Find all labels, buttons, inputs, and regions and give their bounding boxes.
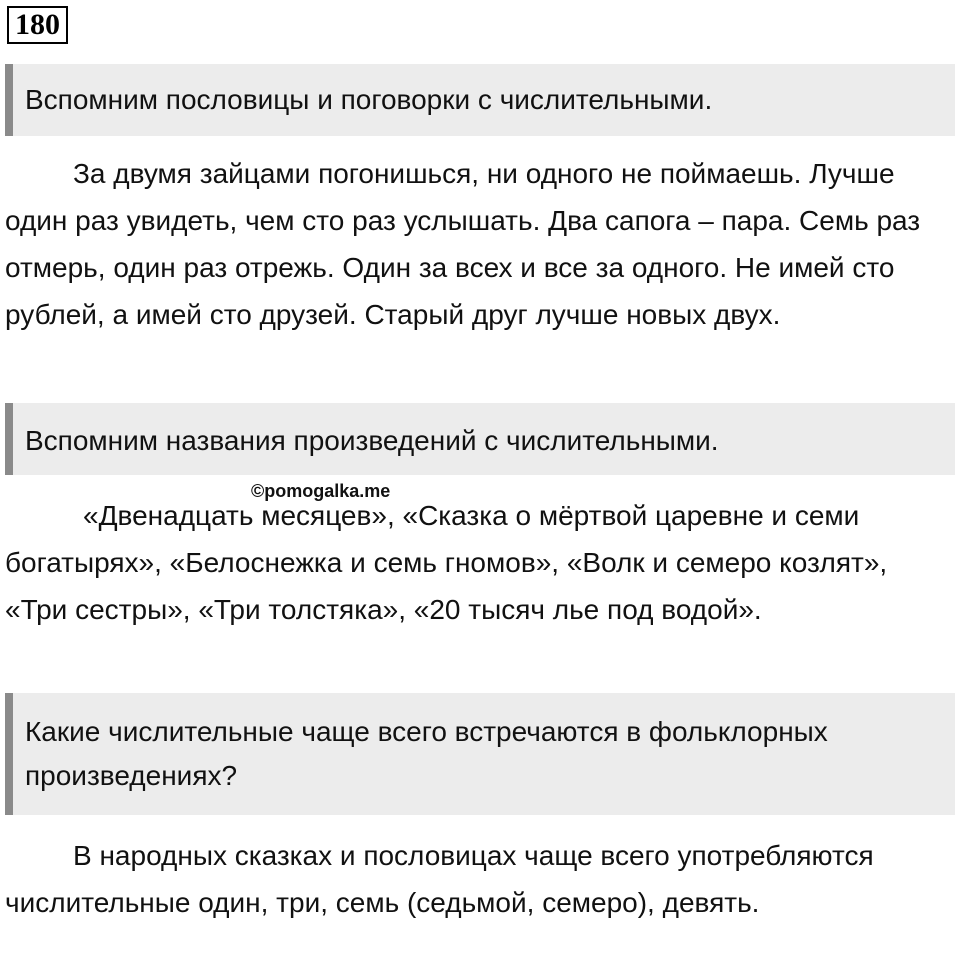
watermark: ©pomogalka.me [251,481,391,501]
section-heading-question: Какие числительные чаще всего встречаются в фольклорных произведениях? [5,693,955,815]
section-heading-proverbs: Вспомним пословицы и поговорки с числительными. [5,64,955,136]
section-body-works: «Двенадцать месяцев», «Сказка о мёртвой царевне и семи богатырях», «Белоснежка и семь гномов», «Волк и семеро козлят», «Три сестры», «Три толстяка», «20 тысяч лье под водой». [5,500,888,625]
task-number-badge: 180 [7,6,68,44]
section-body-proverbs: За двумя зайцами погонишься, ни одного не поймаешь. Лучше один раз увидеть, чем сто раз услышать. Два сапога – пара. Семь раз отмерь, один раз отрежь. Один за всех и все за одного. Не имей сто рублей, а имей сто друзей. Старый друг лучше новых двух. [5,158,921,330]
section-heading-works: Вспомним названия произведений с числительными. [5,403,955,475]
section-body-answer: В народных сказках и пословицах чаще всего употребляются числительные один, три, семь (седьмой, семеро), девять. [5,840,874,918]
